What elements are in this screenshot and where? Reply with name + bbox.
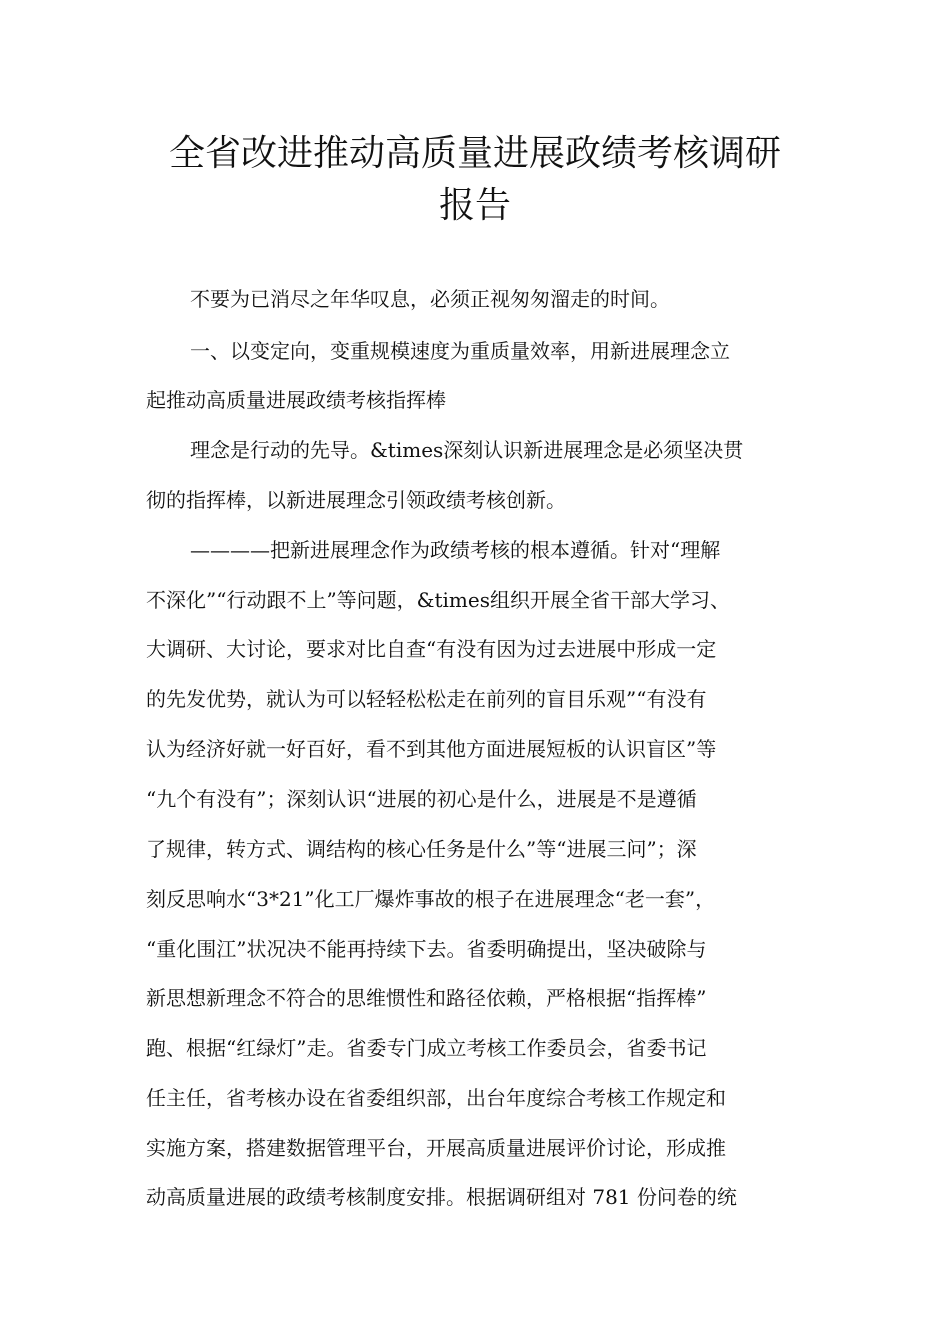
- body-line: 大调研、大讨论，要求对比自查“有没有因为过去进展中形成一定: [146, 637, 717, 661]
- body-line: “九个有没有”；深刻认识“进展的初心是什么，进展是不是遵循: [146, 787, 697, 811]
- body-line: 的先发优势，就认为可以轻轻松松走在前列的盲目乐观”“有没有: [146, 687, 707, 711]
- body-line: 认为经济好就一好百好，看不到其他方面进展短板的认识盲区”等: [146, 737, 717, 761]
- body-line: 任主任，省考核办设在省委组织部，出台年度综合考核工作规定和: [146, 1086, 726, 1110]
- body-line: 不要为已消尽之年华叹息，必须正视匆匆溜走的时间。: [190, 287, 670, 311]
- body-line: 新思想新理念不符合的思维惯性和路径依赖，严格根据“指挥棒”: [146, 986, 707, 1010]
- body-line: 不深化”“行动跟不上”等问题，&times组织开展全省干部大学习、: [146, 588, 730, 612]
- document-title-line-1: 全省改进推动高质量进展政绩考核调研: [168, 133, 781, 174]
- body-line: ————把新进展理念作为政绩考核的根本遵循。针对“理解: [190, 538, 721, 562]
- body-line: 实施方案，搭建数据管理平台，开展高质量进展评价讨论，形成推: [146, 1136, 726, 1160]
- body-line: 刻反思响水“3*21”化工厂爆炸事故的根子在进展理念“老一套”，: [146, 887, 716, 911]
- document-title-line-2: 报告: [438, 185, 511, 226]
- body-line: 彻的指挥棒，以新进展理念引领政绩考核创新。: [146, 488, 566, 512]
- body-line: 动高质量进展的政绩考核制度安排。根据调研组对 781 份问卷的统: [146, 1185, 737, 1209]
- body-line: “重化围江”状况决不能再持续下去。省委明确提出，坚决破除与: [146, 937, 707, 961]
- body-line: 了规律，转方式、调结构的核心任务是什么”等“进展三问”；深: [146, 837, 697, 861]
- body-line: 跑、根据“红绿灯”走。省委专门成立考核工作委员会，省委书记: [146, 1036, 707, 1060]
- body-line: 一、以变定向，变重规模速度为重质量效率，用新进展理念立: [190, 339, 730, 363]
- body-line: 起推动高质量进展政绩考核指挥棒: [146, 388, 446, 412]
- body-line: 理念是行动的先导。&times深刻认识新进展理念是必须坚决贯: [190, 438, 744, 462]
